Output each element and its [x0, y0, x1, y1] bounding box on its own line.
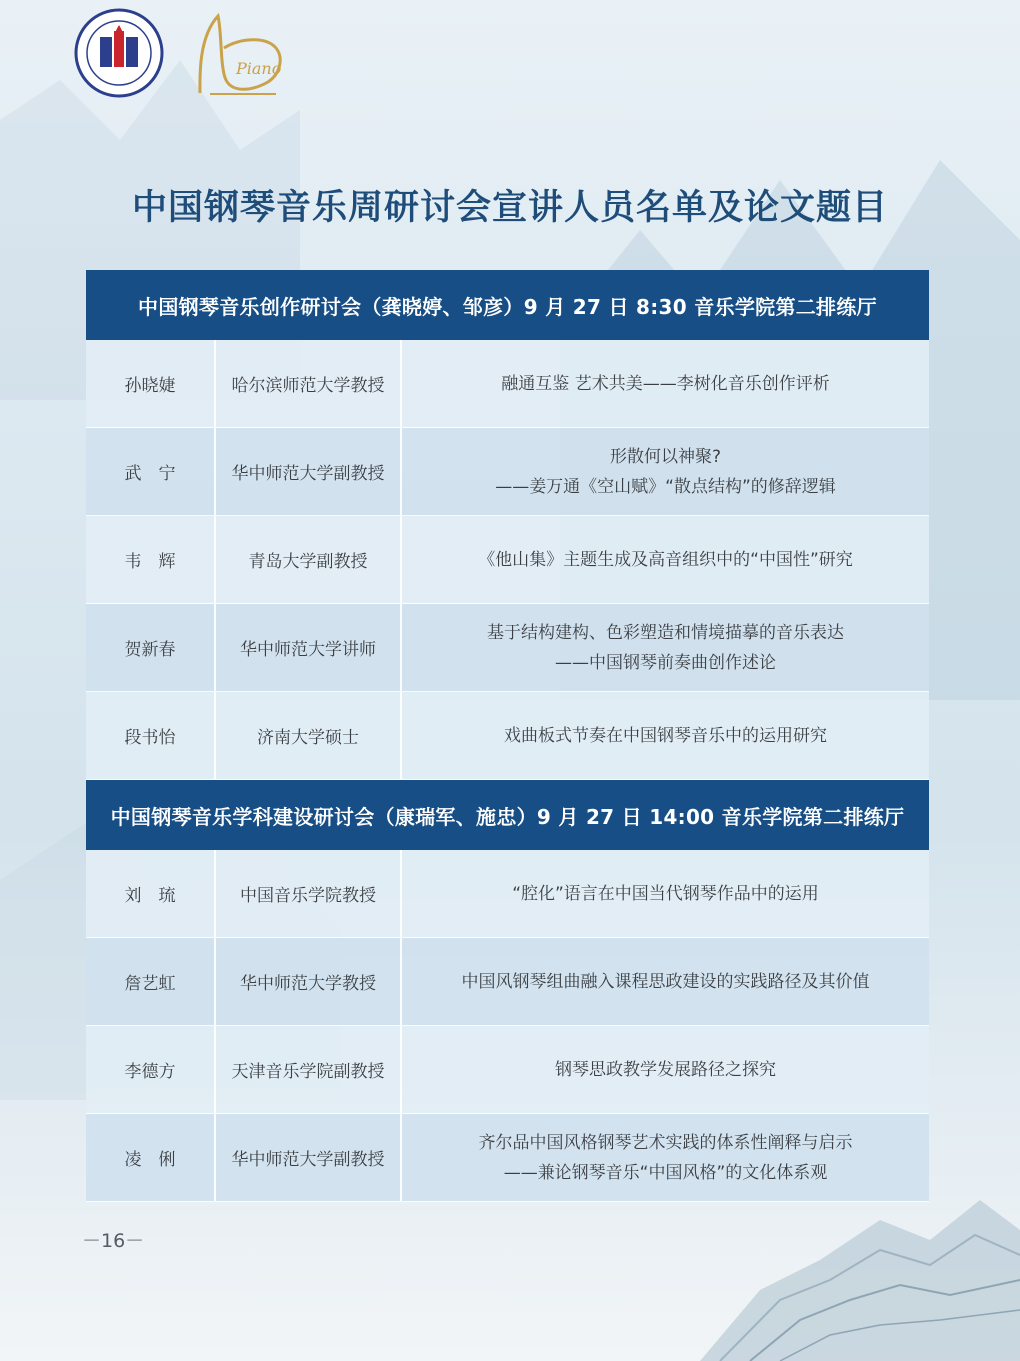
table-row: [86, 938, 929, 1026]
speaker-title: 天津音乐学院副教授: [216, 1026, 402, 1113]
paper-topic: [402, 1114, 929, 1201]
header-logos: [70, 8, 292, 98]
table-row: [86, 604, 929, 692]
speaker-name: 孙晓婕: [86, 340, 216, 427]
speaker-name: 贺新春: [86, 604, 216, 691]
section-rows: [86, 850, 929, 1202]
section-composition: [86, 270, 929, 780]
table-row: [86, 428, 929, 516]
speaker-name: 李德方: [86, 1026, 216, 1113]
speaker-title: 青岛大学副教授: [216, 516, 402, 603]
piano-logo: [180, 8, 292, 98]
topic-line: ——兼论钢琴音乐“中国风格”的文化体系观: [503, 1162, 828, 1183]
paper-topic: [402, 850, 929, 937]
topic-line: 中国风钢琴组曲融入课程思政建设的实践路径及其价值: [461, 971, 870, 992]
speaker-title: 华中师范大学副教授: [216, 1114, 402, 1201]
page-title: 中国钢琴音乐周研讨会宣讲人员名单及论文题目: [131, 188, 888, 228]
section-discipline: [86, 780, 929, 1202]
table-row: [86, 692, 929, 780]
table-row: [86, 1114, 929, 1202]
topic-line: ——中国钢琴前奏曲创作述论: [555, 652, 776, 673]
svg-text:Piano: Piano: [236, 59, 282, 78]
speaker-title: 哈尔滨师范大学教授: [216, 340, 402, 427]
speaker-title: 华中师范大学教授: [216, 938, 402, 1025]
paper-topic: [402, 1026, 929, 1113]
program-table: [86, 270, 929, 1202]
university-logo: [70, 7, 168, 99]
speaker-name: 刘 琉: [86, 850, 216, 937]
speaker-name: 韦 辉: [86, 516, 216, 603]
topic-line: 融通互鉴 艺术共美——李树化音乐创作评析: [501, 373, 830, 394]
section-header: 中国钢琴音乐创作研讨会（龚晓婷、邹彦）9 月 27 日 8:30 音乐学院第二排练厅: [86, 270, 929, 340]
paper-topic: [402, 428, 929, 515]
topic-line: 戏曲板式节奏在中国钢琴音乐中的运用研究: [504, 725, 827, 746]
table-row: [86, 516, 929, 604]
topic-line: 形散何以神聚?: [609, 446, 722, 467]
paper-topic: [402, 692, 929, 779]
topic-line: 钢琴思政教学发展路径之探究: [555, 1059, 776, 1080]
speaker-title: 华中师范大学讲师: [216, 604, 402, 691]
speaker-name: 武 宁: [86, 428, 216, 515]
table-row: [86, 340, 929, 428]
topic-line: “腔化”语言在中国当代钢琴作品中的运用: [512, 883, 819, 904]
page-number: －16－: [82, 1230, 145, 1252]
speaker-title: 济南大学硕士: [216, 692, 402, 779]
speaker-name: 段书怡: [86, 692, 216, 779]
paper-topic: [402, 516, 929, 603]
paper-topic: [402, 604, 929, 691]
table-row: [86, 1026, 929, 1114]
speaker-name: 詹艺虹: [86, 938, 216, 1025]
paper-topic: [402, 938, 929, 1025]
speaker-title: 华中师范大学副教授: [216, 428, 402, 515]
section-header: 中国钢琴音乐学科建设研讨会（康瑞军、施忠）9 月 27 日 14:00 音乐学院第二排练厅: [86, 780, 929, 850]
topic-line: 基于结构建构、色彩塑造和情境描摹的音乐表达: [487, 622, 844, 643]
table-row: [86, 850, 929, 938]
section-rows: [86, 340, 929, 780]
speaker-title: 中国音乐学院教授: [216, 850, 402, 937]
topic-line: 《他山集》主题生成及高音组织中的“中国性”研究: [478, 549, 853, 570]
speaker-name: 凌 俐: [86, 1114, 216, 1201]
paper-topic: [402, 340, 929, 427]
topic-line: 齐尔品中国风格钢琴艺术实践的体系性阐释与启示: [478, 1132, 853, 1153]
topic-line: ——姜万通《空山赋》“散点结构”的修辞逻辑: [495, 476, 836, 497]
